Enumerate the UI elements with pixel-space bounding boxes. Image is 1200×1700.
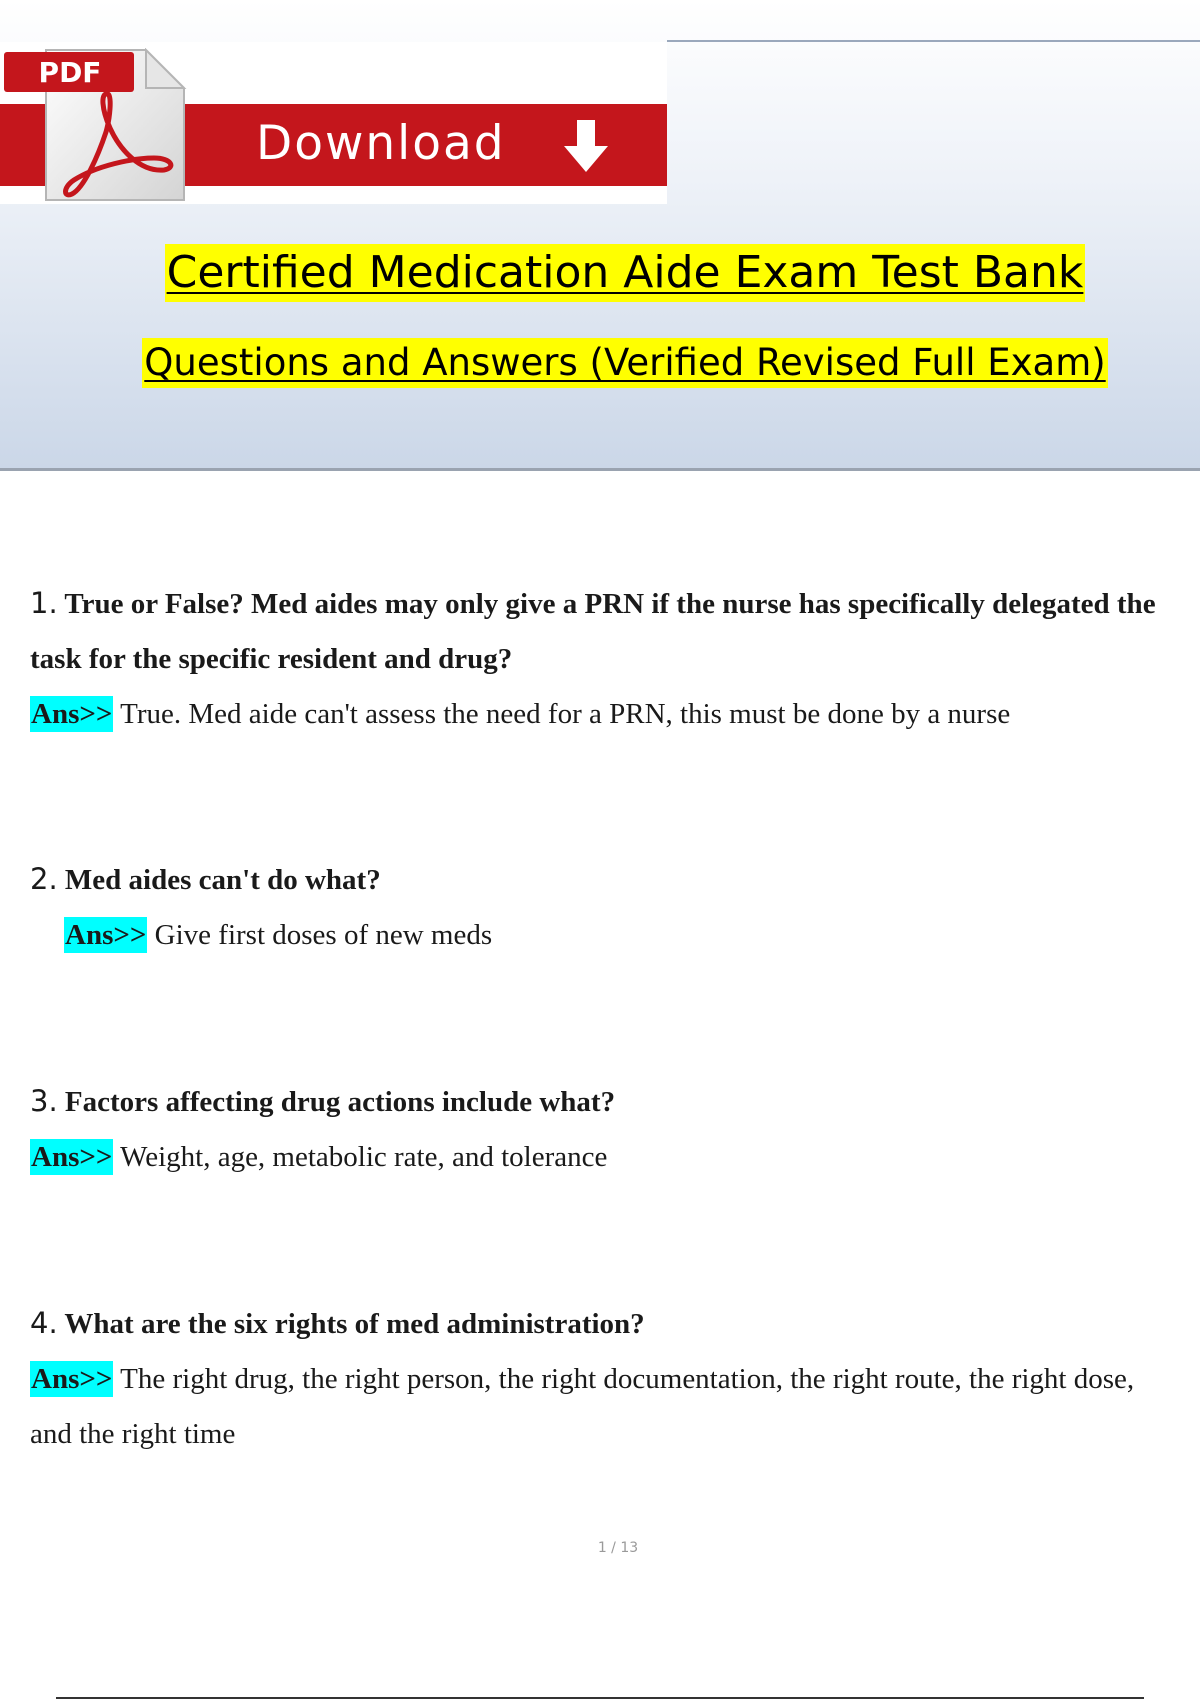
answer-text xyxy=(30,1352,1180,1462)
question-body: Factors affecting drug actions include what? xyxy=(64,1086,616,1118)
title-line-2: Questions and Answers (Verified Revised Full Exam) xyxy=(142,338,1107,388)
answer-tag: Ans>> xyxy=(31,1141,113,1173)
question-block xyxy=(30,576,1180,742)
answer-body: Weight, age, metabolic rate, and tolerance xyxy=(120,1141,608,1173)
answer-body: Give first doses of new meds xyxy=(154,919,493,951)
question-number: 3. xyxy=(30,1084,58,1118)
answer-tag: Ans>> xyxy=(31,1363,113,1395)
question-number: 1. xyxy=(30,586,58,620)
header-divider xyxy=(667,40,1200,42)
pdf-badge-text: PDF xyxy=(38,56,102,89)
page-indicator: 1 / 13 xyxy=(597,1540,639,1556)
answer-tag: Ans>> xyxy=(65,919,147,951)
question-text xyxy=(30,576,1180,687)
question-number: 2. xyxy=(30,862,58,896)
page-bottom-rule xyxy=(56,1697,1144,1699)
answer-body: The right drug, the right person, the right documentation, the right route, the right dose, and the right time xyxy=(30,1363,1135,1450)
question-number: 4. xyxy=(30,1306,58,1340)
document-header xyxy=(0,0,1200,471)
answer-text xyxy=(30,1130,1180,1185)
answer-body: True. Med aide can't assess the need for a PRN, this must be done by a nurse xyxy=(120,698,1011,730)
document-subtitle xyxy=(0,338,1200,388)
question-block xyxy=(30,1074,1180,1185)
document-title xyxy=(0,244,1200,302)
download-label: Download xyxy=(256,116,506,171)
question-text xyxy=(30,1296,1180,1352)
answer-tag: Ans>> xyxy=(31,698,113,730)
question-body: What are the six rights of med administration? xyxy=(64,1308,645,1340)
question-body: Med aides can't do what? xyxy=(64,864,381,896)
arrow-down-icon xyxy=(562,118,610,179)
pdf-badge xyxy=(4,50,134,94)
question-text xyxy=(30,852,1180,908)
answer-text xyxy=(30,687,1180,742)
question-block xyxy=(30,1296,1180,1462)
title-line-1: Certified Medication Aide Exam Test Bank xyxy=(165,244,1086,302)
question-block xyxy=(30,852,1180,963)
question-body: True or False? Med aides may only give a PRN if the nurse has specifically delegated the task for the specific resident and drug? xyxy=(30,588,1156,675)
answer-text xyxy=(64,908,1180,963)
question-text xyxy=(30,1074,1180,1130)
